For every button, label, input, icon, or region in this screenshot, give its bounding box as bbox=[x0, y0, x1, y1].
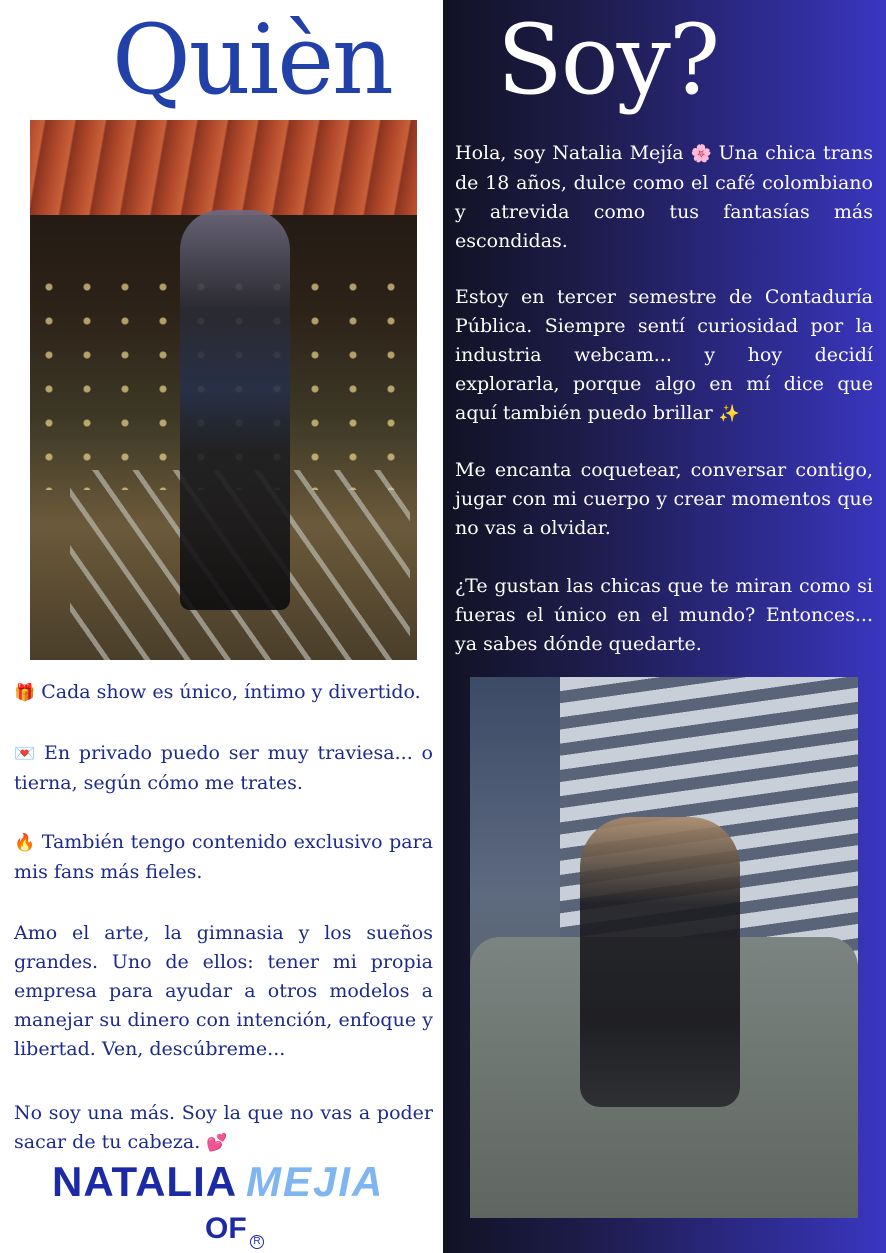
likes-text: Me encanta coquetear, conversar contigo, jugar con mi cuerpo y crear momentos que no vas a olvidar. bbox=[455, 459, 873, 539]
sparkles-icon: ✨ bbox=[718, 404, 740, 424]
private-text: En privado puedo ser muy traviesa... o tierna, según cómo me trates. bbox=[14, 742, 433, 794]
fire-icon: 🔥 bbox=[14, 833, 36, 853]
photo-roof bbox=[30, 120, 417, 215]
logo-last-name: MEJIA bbox=[246, 1158, 385, 1205]
show-text: Cada show es único, íntimo y divertido. bbox=[35, 681, 421, 703]
closing-paragraph bbox=[14, 1099, 433, 1158]
closing-text: No soy una más. Soy la que no vas a poder sacar de tu cabeza. bbox=[14, 1102, 433, 1153]
gift-icon: 🎁 bbox=[14, 683, 36, 703]
question-paragraph bbox=[455, 572, 873, 659]
dreams-paragraph bbox=[14, 919, 433, 1064]
title-right-word: Soy? bbox=[497, 4, 719, 116]
study-text: Estoy en tercer semestre de Contaduría Pública. Siempre sentí curiosidad por la industria webcam... y hoy decidí explorarla, porque algo en mí dice que aquí también puedo brillar bbox=[455, 286, 873, 424]
exclusive-text: También tengo contenido exclusivo para mis fans más fieles. bbox=[14, 831, 433, 883]
private-paragraph bbox=[14, 739, 433, 798]
study-paragraph bbox=[455, 283, 873, 429]
photo-balcony bbox=[30, 120, 417, 660]
title-left-word: Quièn bbox=[112, 4, 392, 116]
love-letter-icon: 💌 bbox=[14, 744, 36, 764]
flower-icon: 🌸 bbox=[690, 144, 712, 164]
brand-logo bbox=[52, 1158, 402, 1208]
exclusive-paragraph bbox=[14, 828, 433, 887]
photo-person bbox=[180, 210, 290, 610]
logo-mark: OF bbox=[205, 1212, 247, 1245]
intro-text: Hola, soy Natalia Mejía bbox=[455, 142, 691, 164]
registered-icon: R bbox=[250, 1235, 264, 1249]
intro-text-cont: Una chica trans de 18 años, dulce como el café colombiano y atrevida como tus fantasías más escondidas. bbox=[455, 142, 873, 252]
photo-couch bbox=[470, 677, 858, 1218]
logo-first-name: NATALIA bbox=[52, 1158, 238, 1205]
photo-person-seated bbox=[580, 817, 740, 1107]
intro-paragraph bbox=[455, 139, 873, 256]
dreams-text: Amo el arte, la gimnasia y los sueños grandes. Uno de ellos: tener mi propia empresa para ayudar a otros modelos a manejar su dinero con intención, enfoque y libertad. Ven, descúbreme... bbox=[14, 922, 433, 1060]
show-paragraph bbox=[14, 678, 433, 708]
question-text: ¿Te gustan las chicas que te miran como si fueras el único en el mundo? Entonces... ya sabes dónde quedarte. bbox=[455, 575, 873, 655]
likes-paragraph bbox=[455, 456, 873, 543]
two-hearts-icon: 💕 bbox=[206, 1133, 228, 1153]
